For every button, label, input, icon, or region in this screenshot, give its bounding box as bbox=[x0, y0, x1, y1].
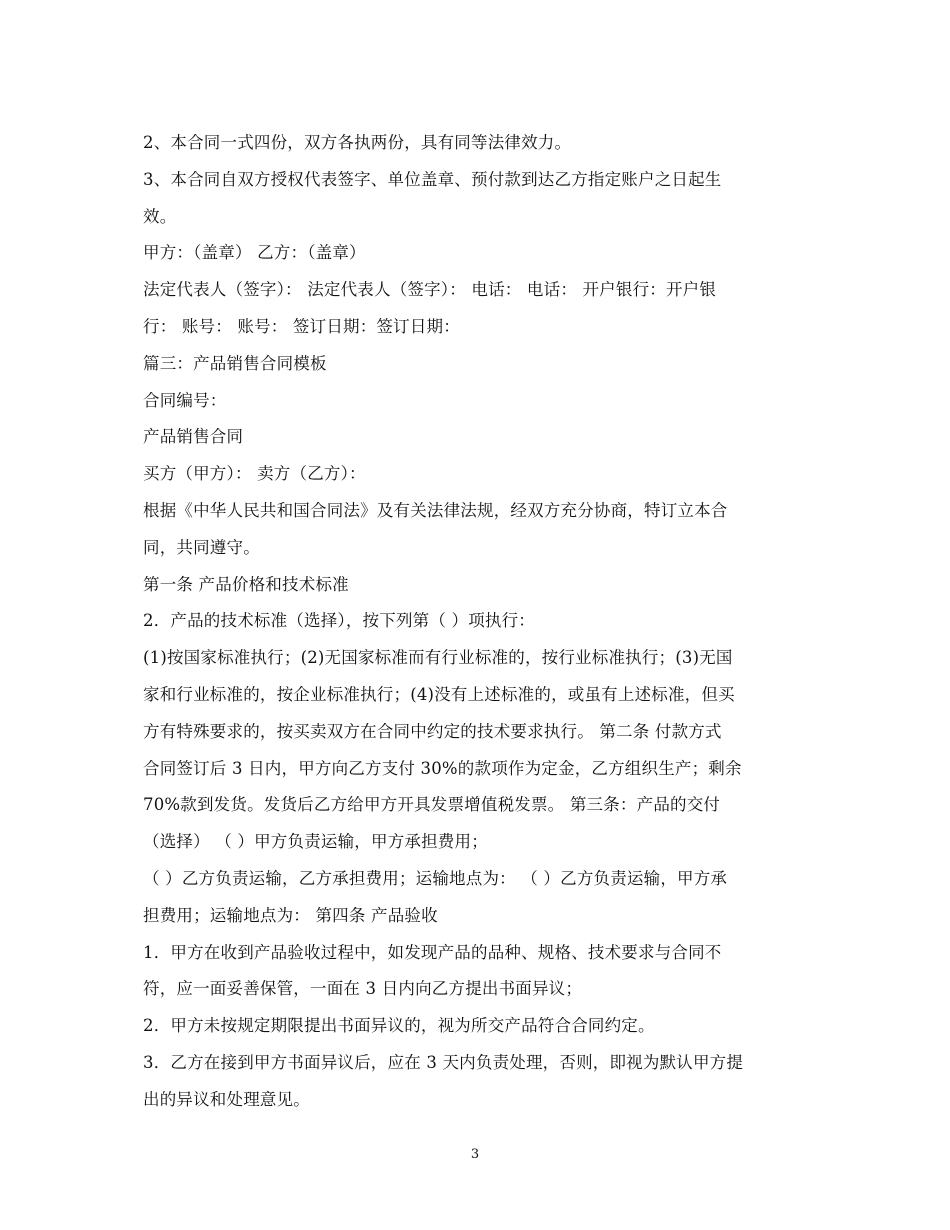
text-line: 2．甲方未按规定期限提出书面异议的，视为所交产品符合合同约定。 bbox=[143, 1016, 655, 1036]
text-line: （选择） （ ）甲方负责运输，甲方承担费用； bbox=[143, 832, 488, 852]
text-line: 符，应一面妥善保管，一面在 3 日内向乙方提出书面异议； bbox=[143, 979, 583, 999]
text-line: 方有特殊要求的，按买卖双方在合同中约定的技术要求执行。 第二条 付款方式 bbox=[143, 721, 722, 741]
text-line: 2．产品的技术标准（选择），按下列第（ ）项执行： bbox=[143, 611, 535, 631]
text-line: 法定代表人（签字）： 法定代表人（签字）： 电话： 电话： 开户银行：开户银 bbox=[143, 280, 717, 300]
text-line: 合同编号： bbox=[143, 390, 227, 410]
text-line: 担费用；运输地点为： 第四条 产品验收 bbox=[143, 905, 438, 925]
section-heading: 篇三：产品销售合同模板 bbox=[143, 353, 327, 373]
text-line: 1．甲方在收到产品验收过程中，如发现产品的品种、规格、技术要求与合同不 bbox=[143, 942, 722, 962]
text-line: 3．乙方在接到甲方书面异议后，应在 3 天内负责处理，否则，即视为默认甲方提 bbox=[143, 1052, 744, 1072]
text-line: 甲方：（盖章） 乙方：（盖章） bbox=[143, 243, 366, 263]
text-line: 根据《中华人民共和国合同法》及有关法律法规，经双方充分协商，特订立本合 bbox=[143, 500, 728, 520]
text-line: 70%款到发货。发货后乙方给甲方开具发票增值税发票。 第三条：产品的交付 bbox=[143, 795, 721, 815]
text-line: 行： 账号： 账号： 签订日期：签订日期： bbox=[143, 316, 460, 336]
page-number: 3 bbox=[470, 1147, 480, 1162]
text-line: 效。 bbox=[143, 206, 177, 226]
contract-title: 产品销售合同 bbox=[143, 427, 244, 447]
text-line: 出的异议和处理意见。 bbox=[143, 1089, 310, 1109]
article-heading: 第一条 产品价格和技术标准 bbox=[143, 574, 349, 594]
text-line: 3、本合同自双方授权代表签字、单位盖章、预付款到达乙方指定账户之日起生 bbox=[143, 169, 722, 189]
text-line: （ ）乙方负责运输，乙方承担费用；运输地点为： （ ）乙方负责运输，甲方承 bbox=[143, 868, 728, 888]
text-line: 2、本合同一式四份，双方各执两份，具有同等法律效力。 bbox=[143, 133, 572, 152]
text-line: 家和行业标准的，按企业标准执行；(4)没有上述标准的，或虽有上述标准，但买 bbox=[143, 684, 735, 704]
text-line: (1)按国家标准执行；(2)无国家标准而有行业标准的，按行业标准执行；(3)无国 bbox=[143, 648, 733, 668]
text-line: 买方（甲方）： 卖方（乙方）： bbox=[143, 464, 366, 484]
document-body bbox=[143, 125, 809, 1119]
text-line: 合同签订后 3 日内，甲方向乙方支付 30%的款项作为定金，乙方组织生产；剩余 bbox=[143, 758, 742, 778]
text-line: 同，共同遵守。 bbox=[143, 537, 260, 557]
